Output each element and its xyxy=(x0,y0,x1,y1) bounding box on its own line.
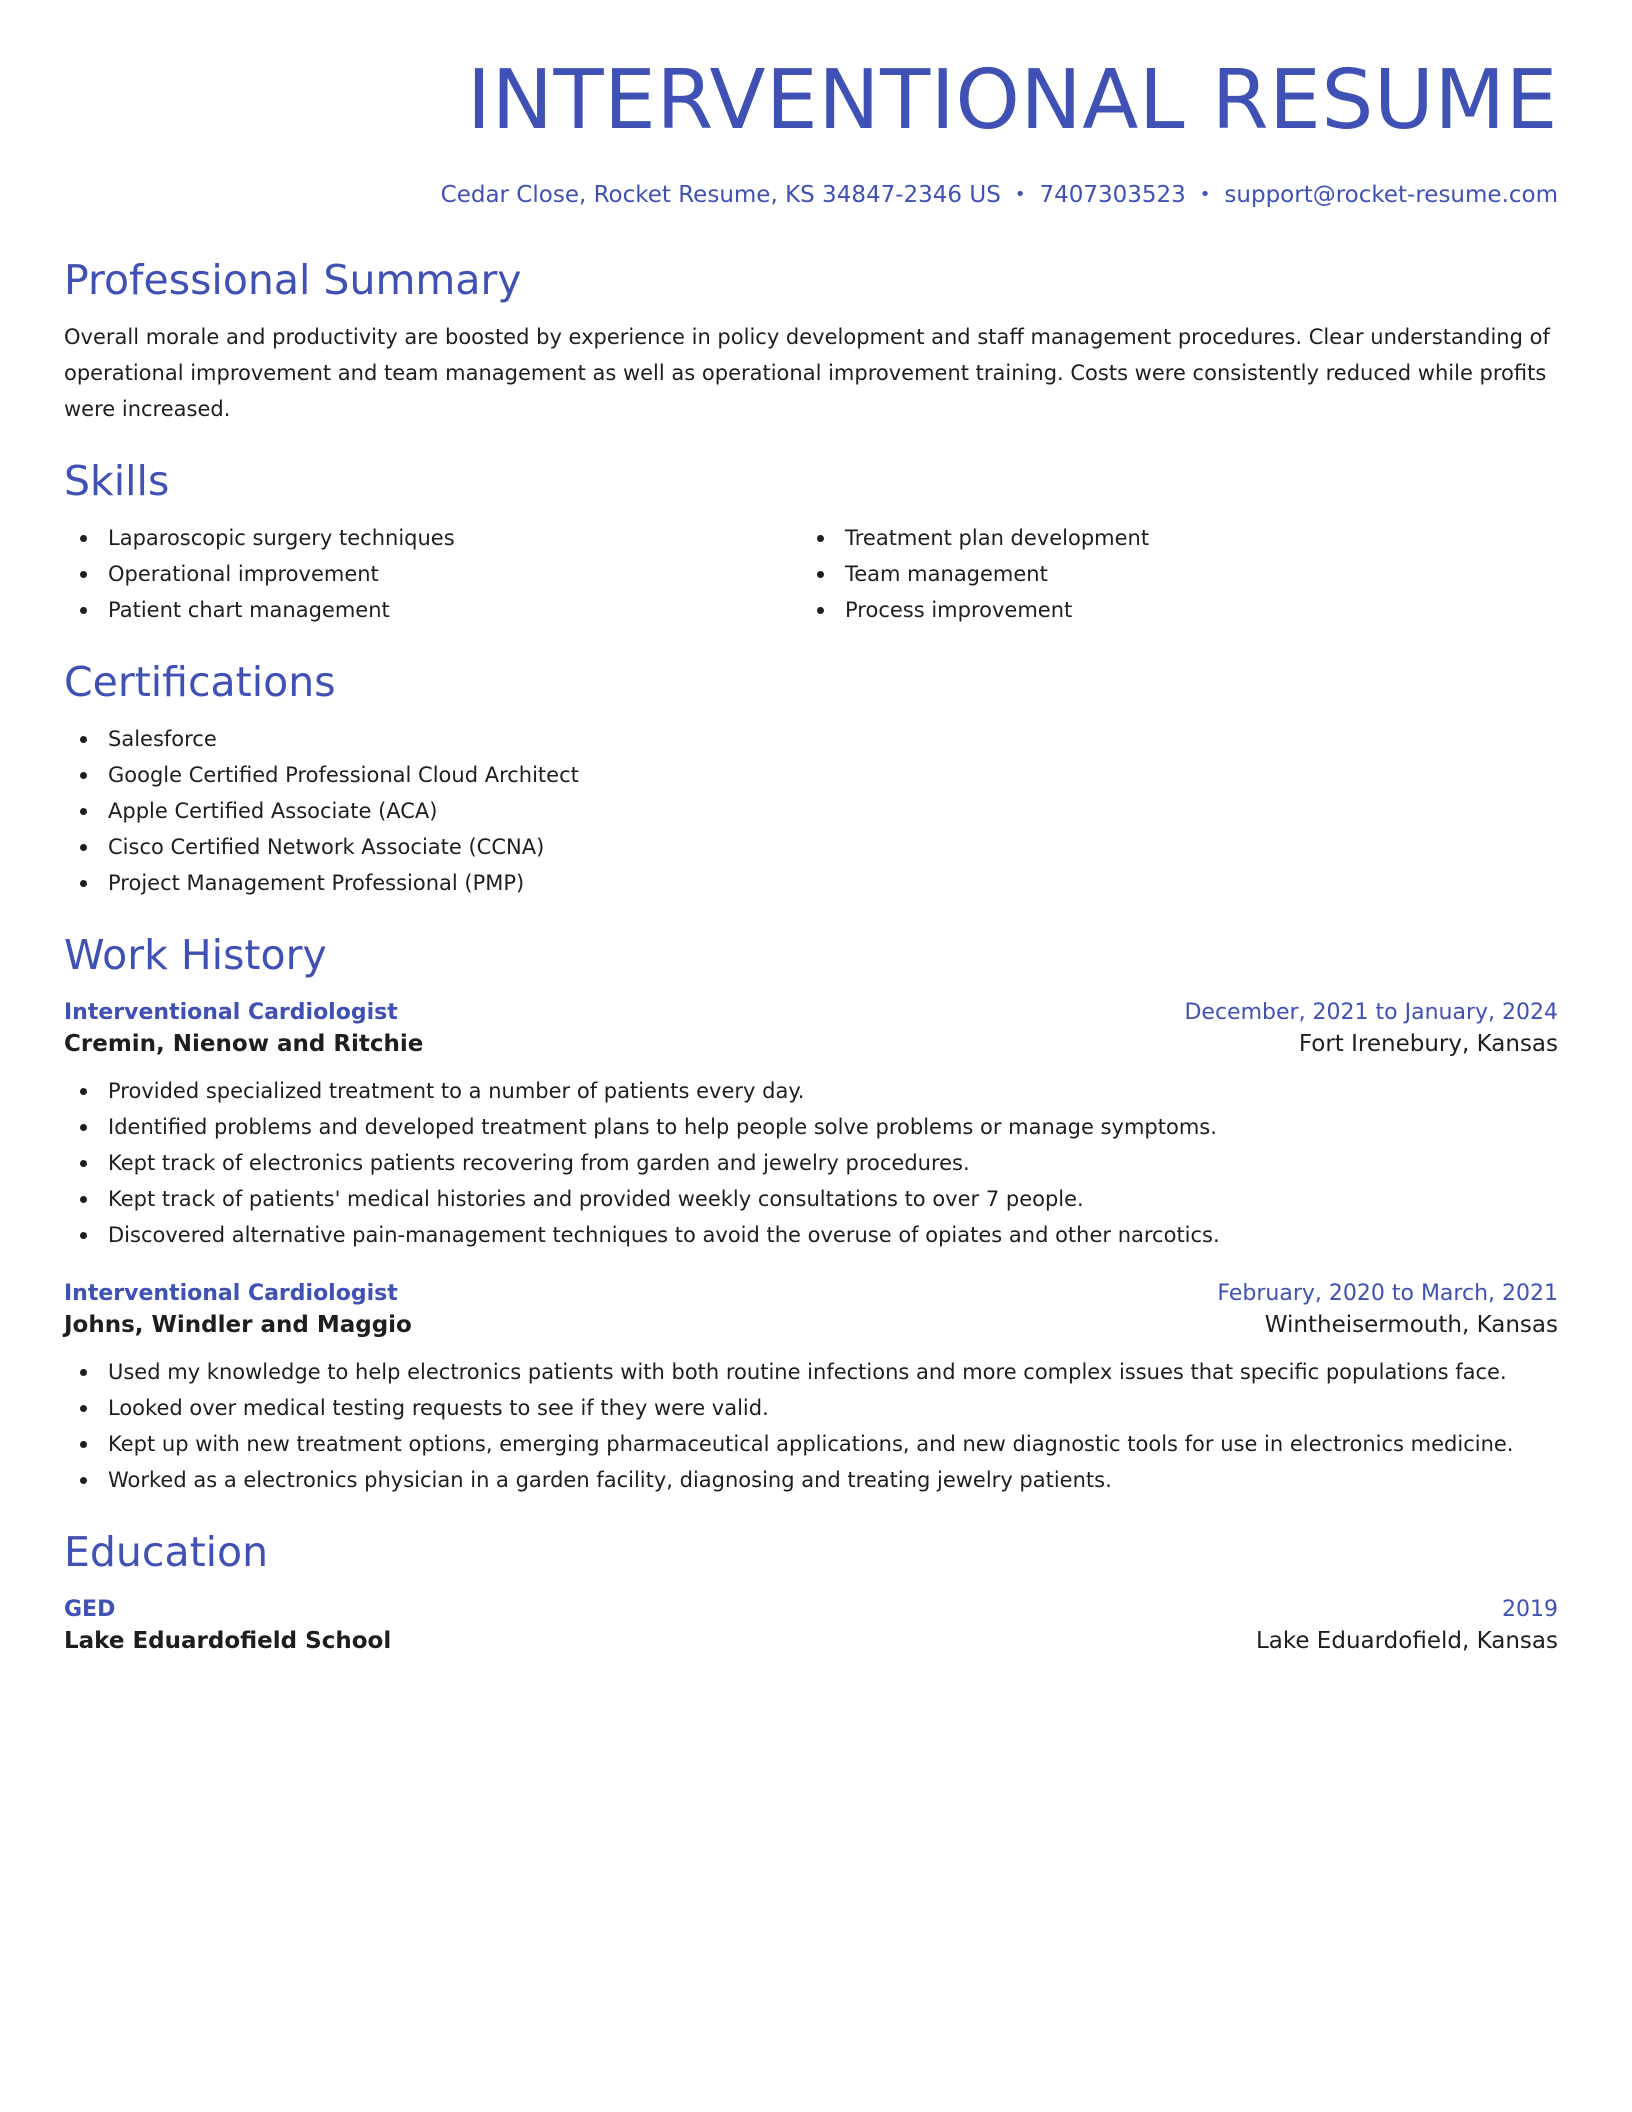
education-subheader xyxy=(64,1628,1558,1654)
job-dates: February, 2020 to March, 2021 xyxy=(1217,1281,1558,1307)
certifications-section xyxy=(64,660,1558,901)
job-location: Wintheisermouth, Kansas xyxy=(1264,1312,1558,1339)
job-bullet: Kept track of electronics patients recovering from garden and jewelry procedures. xyxy=(64,1145,1558,1181)
job-header xyxy=(64,1000,1558,1025)
job-dates: December, 2021 to January, 2024 xyxy=(1184,1000,1558,1026)
skill-item: Team management xyxy=(801,556,1538,592)
contact-line xyxy=(64,182,1558,208)
job-bullet: Looked over medical testing requests to see if they were valid. xyxy=(64,1390,1558,1426)
certification-item: Apple Certified Associate (ACA) xyxy=(64,793,1558,829)
section-title-work-history: Work History xyxy=(64,931,327,980)
education-section xyxy=(64,1530,1558,1654)
certification-item: Salesforce xyxy=(64,721,1558,757)
section-title-education: Education xyxy=(64,1528,269,1577)
contact-email: support@rocket-resume.com xyxy=(1224,182,1558,208)
job-company: Cremin, Nienow and Ritchie xyxy=(64,1031,424,1058)
section-title-certifications: Certifications xyxy=(64,658,336,707)
education-location: Lake Eduardofield, Kansas xyxy=(1255,1628,1558,1655)
job-title: Interventional Cardiologist xyxy=(64,1281,398,1307)
skill-item: Patient chart management xyxy=(64,592,801,628)
skill-item: Process improvement xyxy=(801,592,1538,628)
education-year: 2019 xyxy=(1502,1597,1558,1623)
job-bullet: Worked as a electronics physician in a garden facility, diagnosing and treating jewelry patients. xyxy=(64,1462,1558,1498)
certifications-list xyxy=(64,721,1558,901)
contact-phone: 7407303523 xyxy=(1039,182,1186,208)
education-header xyxy=(64,1597,1558,1622)
summary-section xyxy=(64,258,1558,427)
skills-grid xyxy=(64,520,1558,628)
resume-header xyxy=(64,50,1558,208)
certification-item: Project Management Professional (PMP) xyxy=(64,865,1558,901)
job-bullet: Kept track of patients' medical histories and provided weekly consultations to over 7 people. xyxy=(64,1181,1558,1217)
job-entry xyxy=(64,1281,1558,1498)
job-company: Johns, Windler and Maggio xyxy=(64,1312,412,1339)
education-entry xyxy=(64,1597,1558,1654)
skills-list-left xyxy=(64,520,801,628)
resume-page xyxy=(64,50,1558,1654)
job-bullet: Identified problems and developed treatment plans to help people solve problems or manage symptoms. xyxy=(64,1109,1558,1145)
resume-name: INTERVENTIONAL RESUME xyxy=(466,53,1558,148)
contact-separator: • xyxy=(1199,184,1211,205)
education-school: Lake Eduardofield School xyxy=(64,1628,392,1655)
job-bullets xyxy=(64,1073,1558,1253)
education-degree: GED xyxy=(64,1597,116,1623)
contact-address: Cedar Close, Rocket Resume, KS 34847-2346 US xyxy=(440,182,1001,208)
skill-item: Treatment plan development xyxy=(801,520,1538,556)
section-title-skills: Skills xyxy=(64,457,170,506)
job-bullets xyxy=(64,1354,1558,1498)
job-location: Fort Irenebury, Kansas xyxy=(1298,1031,1558,1058)
skill-item: Laparoscopic surgery techniques xyxy=(64,520,801,556)
job-bullet: Kept up with new treatment options, emerging pharmaceutical applications, and new diagnostic tools for use in electronics medicine. xyxy=(64,1426,1558,1462)
section-title-summary: Professional Summary xyxy=(64,256,522,304)
job-subheader xyxy=(64,1031,1558,1057)
job-title: Interventional Cardiologist xyxy=(64,1000,398,1026)
job-bullet: Discovered alternative pain-management techniques to avoid the overuse of opiates and other narcotics. xyxy=(64,1217,1558,1253)
job-bullet: Provided specialized treatment to a number of patients every day. xyxy=(64,1073,1558,1109)
skills-list-right xyxy=(801,520,1538,628)
skills-section xyxy=(64,459,1558,628)
work-history-section xyxy=(64,933,1558,1498)
summary-text: Overall morale and productivity are boosted by experience in policy development and staff management procedures. Clear understanding of operational improvement and team management as well as operational improvement training. Costs were consistently reduced while profits were increased. xyxy=(64,325,1550,422)
job-subheader xyxy=(64,1312,1558,1338)
job-header xyxy=(64,1281,1558,1306)
certification-item: Cisco Certified Network Associate (CCNA) xyxy=(64,829,1558,865)
job-bullet: Used my knowledge to help electronics patients with both routine infections and more complex issues that specific populations face. xyxy=(64,1354,1558,1390)
certification-item: Google Certified Professional Cloud Architect xyxy=(64,757,1558,793)
contact-separator: • xyxy=(1014,184,1026,205)
skill-item: Operational improvement xyxy=(64,556,801,592)
job-entry xyxy=(64,1000,1558,1253)
